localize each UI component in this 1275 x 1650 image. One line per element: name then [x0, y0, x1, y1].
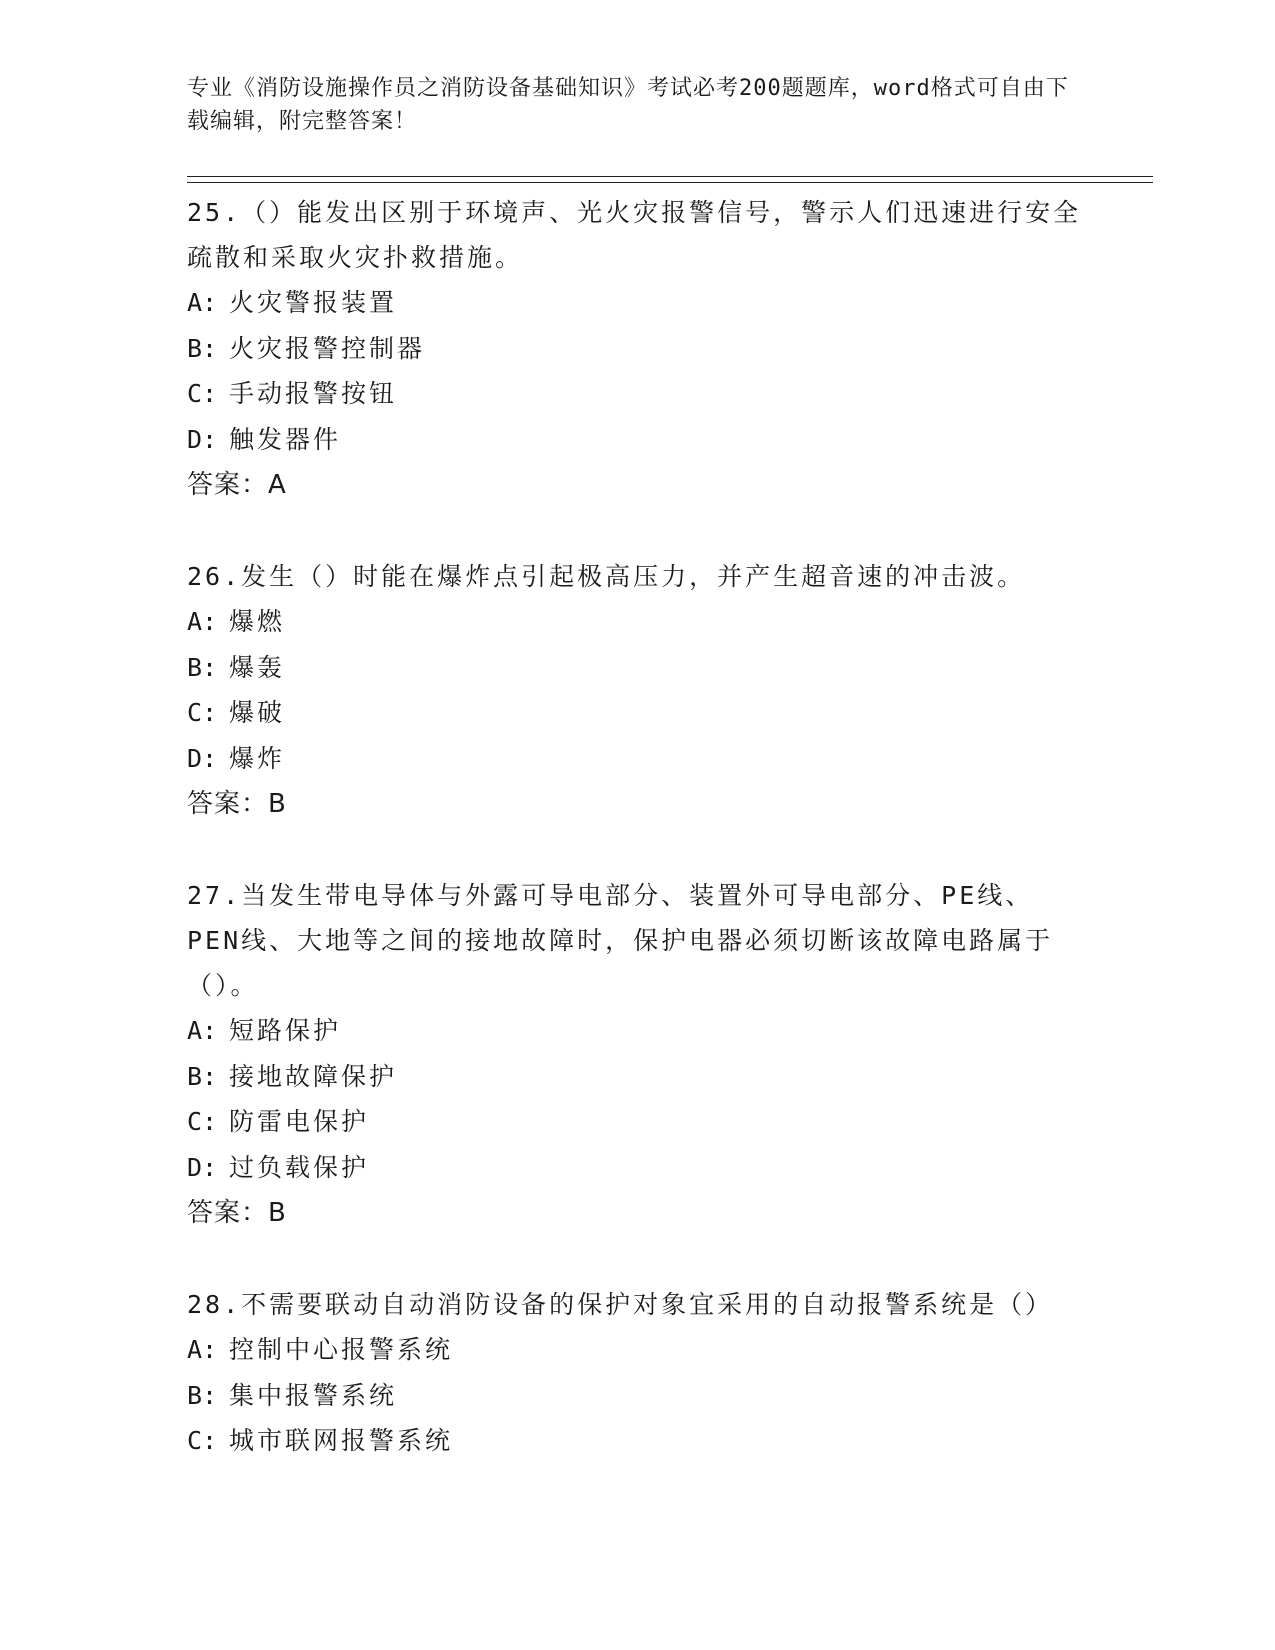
- option-text: 爆炸: [229, 743, 286, 773]
- option-c: [187, 1099, 1087, 1145]
- option-b: [187, 326, 1087, 372]
- answer-line: 答案：A: [187, 470, 287, 500]
- option-c: [187, 690, 1087, 736]
- option-letter: C:: [187, 1107, 218, 1136]
- option-letter: B:: [187, 333, 218, 363]
- option-c: [187, 371, 1087, 417]
- option-a: [187, 280, 1087, 326]
- option-letter: A:: [187, 1016, 218, 1045]
- header-divider-bottom: [187, 182, 1153, 183]
- option-text: 爆燃: [229, 607, 286, 636]
- option-letter: C:: [187, 698, 218, 727]
- option-letter: D:: [187, 743, 218, 773]
- question-stem: 26.发生（）时能在爆炸点引起极高压力，并产生超音速的冲击波。: [187, 562, 1026, 591]
- document-header: 专业《消防设施操作员之消防设备基础知识》考试必考200题题库，word格式可自由下载编辑，附完整答案！: [187, 76, 1069, 134]
- option-text: 集中报警系统: [229, 1380, 398, 1410]
- option-b: [187, 645, 1087, 691]
- question-stem: 27.当发生带电导体与外露可导电部分、装置外可导电部分、PE线、PEN线、大地等之间的接地故障时，保护电器必须切断该故障电路属于（）。: [187, 881, 1054, 1000]
- option-text: 爆轰: [229, 652, 286, 682]
- question-stem: 28.不需要联动自动消防设备的保护对象宜采用的自动报警系统是（）: [187, 1290, 1054, 1319]
- option-letter: B:: [187, 652, 218, 682]
- question-stem: 25.（）能发出区别于环境声、光火灾报警信号，警示人们迅速进行安全疏散和采取火灾扑救措施。: [187, 198, 1082, 272]
- option-text: 接地故障保护: [229, 1061, 398, 1091]
- option-d: [187, 736, 1087, 782]
- option-a: [187, 1327, 1087, 1373]
- option-text: 触发器件: [229, 424, 342, 454]
- option-text: 城市联网报警系统: [229, 1426, 454, 1455]
- option-text: 过负载保护: [229, 1152, 370, 1182]
- option-letter: A:: [187, 1335, 218, 1364]
- option-text: 火灾报警控制器: [229, 333, 426, 363]
- option-text: 短路保护: [229, 1016, 342, 1045]
- option-text: 手动报警按钮: [229, 379, 398, 408]
- option-letter: B:: [187, 1061, 218, 1091]
- option-letter: C:: [187, 1426, 218, 1455]
- question-27: [187, 873, 1087, 1236]
- question-list: [187, 190, 1087, 1510]
- header-divider-top: [187, 176, 1153, 177]
- option-letter: D:: [187, 1152, 218, 1182]
- option-text: 火灾警报装置: [229, 288, 398, 317]
- question-25: [187, 190, 1087, 508]
- question-28: [187, 1282, 1087, 1464]
- answer-line: 答案：B: [187, 1198, 287, 1228]
- option-a: [187, 1008, 1087, 1054]
- option-a: [187, 599, 1087, 645]
- option-letter: C:: [187, 379, 218, 408]
- option-d: [187, 1145, 1087, 1191]
- option-text: 爆破: [229, 698, 286, 727]
- question-26: [187, 554, 1087, 827]
- option-text: 控制中心报警系统: [229, 1335, 454, 1364]
- option-b: [187, 1054, 1087, 1100]
- option-d: [187, 417, 1087, 463]
- option-letter: D:: [187, 424, 218, 454]
- option-b: [187, 1373, 1087, 1419]
- option-letter: A:: [187, 288, 218, 317]
- answer-line: 答案：B: [187, 789, 287, 819]
- option-letter: B:: [187, 1380, 218, 1410]
- option-letter: A:: [187, 607, 218, 636]
- option-text: 防雷电保护: [229, 1107, 370, 1136]
- option-c: [187, 1418, 1087, 1464]
